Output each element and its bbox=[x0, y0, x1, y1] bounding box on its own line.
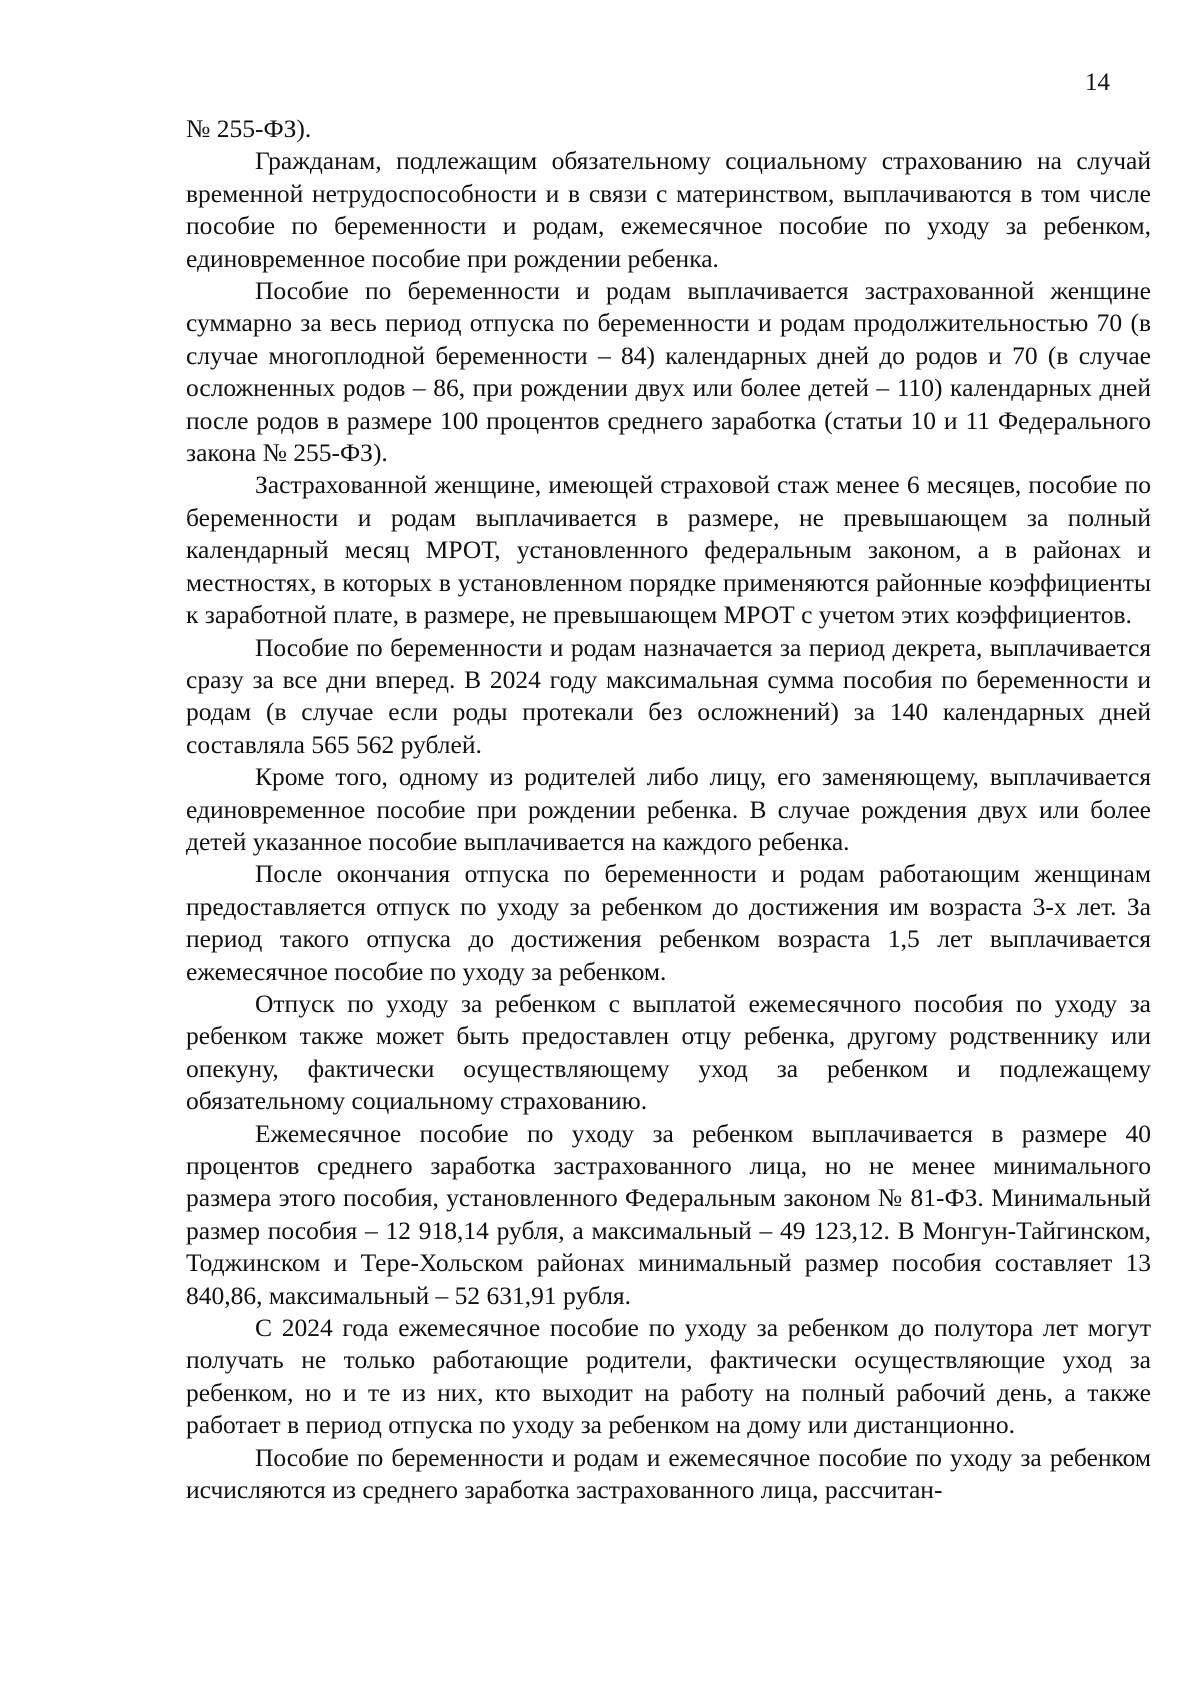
paragraph-birth-lump-sum: Кроме того, одному из родителей либо лицу, его заменяющему, выплачивается единовременное пособие при рождении ребенка. В случае рождения двух или более детей указанное пособие выплачивается на каждого ребенка. bbox=[186, 762, 1151, 856]
paragraph-2024-working-parents: С 2024 года ежемесячное пособие по уходу за ребенком до полутора лет могут получать не только работающие родители, фактически осуществляющие уход за ребенком, но и те из них, кто выходит на работу на полный рабочий день, а также работает в период отпуска по уходу за ребенком на дому или дистанционно. bbox=[186, 1313, 1151, 1440]
paragraph-childcare-leave: После окончания отпуска по беременности и родам работающим женщинам предоставляется отпуск по уходу за ребенком до достижения им возраста 3-х лет. За период такого отпуска до достижения ребенком возраста 1,5 лет выплачивается ежемесячное пособие по уходу за ребенком. bbox=[186, 859, 1151, 986]
paragraph-short-insurance-record: Застрахованной женщине, имеющей страховой стаж менее 6 месяцев, пособие по беременности и родам выплачивается в размере, не превышающем за полный календарный месяц МРОТ, установленного федеральным законом, а в районах и местностях, в которых в установленном порядке применяются районные коэффициенты к заработной плате, в размере, не превышающем МРОТ с учетом этих коэффициентов. bbox=[186, 470, 1151, 630]
paragraph-continuation: № 255-ФЗ). bbox=[186, 114, 312, 143]
paragraph-insured-citizens: Гражданам, подлежащим обязательному социальному страхованию на случай временной нетрудоспособности и в связи с материнством, выплачиваются в том числе пособие по беременности и родам, ежемесячное пособие по уходу за ребенком, единовременное пособие при рождении ребенка. bbox=[186, 146, 1151, 273]
document-body bbox=[186, 113, 1151, 1506]
paragraph-average-earnings: Пособие по беременности и родам и ежемесячное пособие по уходу за ребенком исчисляются из среднего заработка застрахованного лица, рассчитан- bbox=[186, 1442, 1151, 1505]
page-number: 14 bbox=[1085, 69, 1110, 96]
paragraph-leave-other-relatives: Отпуск по уходу за ребенком с выплатой ежемесячного пособия по уходу за ребенком также может быть предоставлен отцу ребенка, другому родственнику или опекуну, фактически осуществляющему уход за ребенком и подлежащему обязательному социальному страхованию. bbox=[186, 988, 1151, 1116]
paragraph-monthly-benefit-amounts: Ежемесячное пособие по уходу за ребенком выплачивается в размере 40 процентов среднего заработка застрахованного лица, но не менее минимального размера этого пособия, установленного Федеральным законом № 81-ФЗ. Минимальный размер пособия – 12 918,14 рубля, а максимальный – 49 123,12. В Монгун-Тайгинском, Тоджинском и Тере-Хольском районах минимальный размер пособия составляет 13 840,86, максимальный – 52 631,91 рубля. bbox=[186, 1118, 1151, 1310]
paragraph-benefit-2024-maximum: Пособие по беременности и родам назначается за период декрета, выплачивается сразу за все дни вперед. В 2024 году максимальная сумма пособия по беременности и родам (в случае если роды протекали без осложнений) за 140 календарных дней составляла 565 562 рублей. bbox=[186, 632, 1151, 759]
paragraph-maternity-benefit: Пособие по беременности и родам выплачивается застрахованной женщине суммарно за весь период отпуска по беременности и родам продолжительностью 70 (в случае многоплодной беременности – 84) календарных дней до родов и 70 (в случае осложненных родов – 86, при рождении двух или более детей – 110) календарных дней после родов в размере 100 процентов среднего заработка (статьи 10 и 11 Федерального закона № 255-ФЗ). bbox=[186, 276, 1151, 468]
